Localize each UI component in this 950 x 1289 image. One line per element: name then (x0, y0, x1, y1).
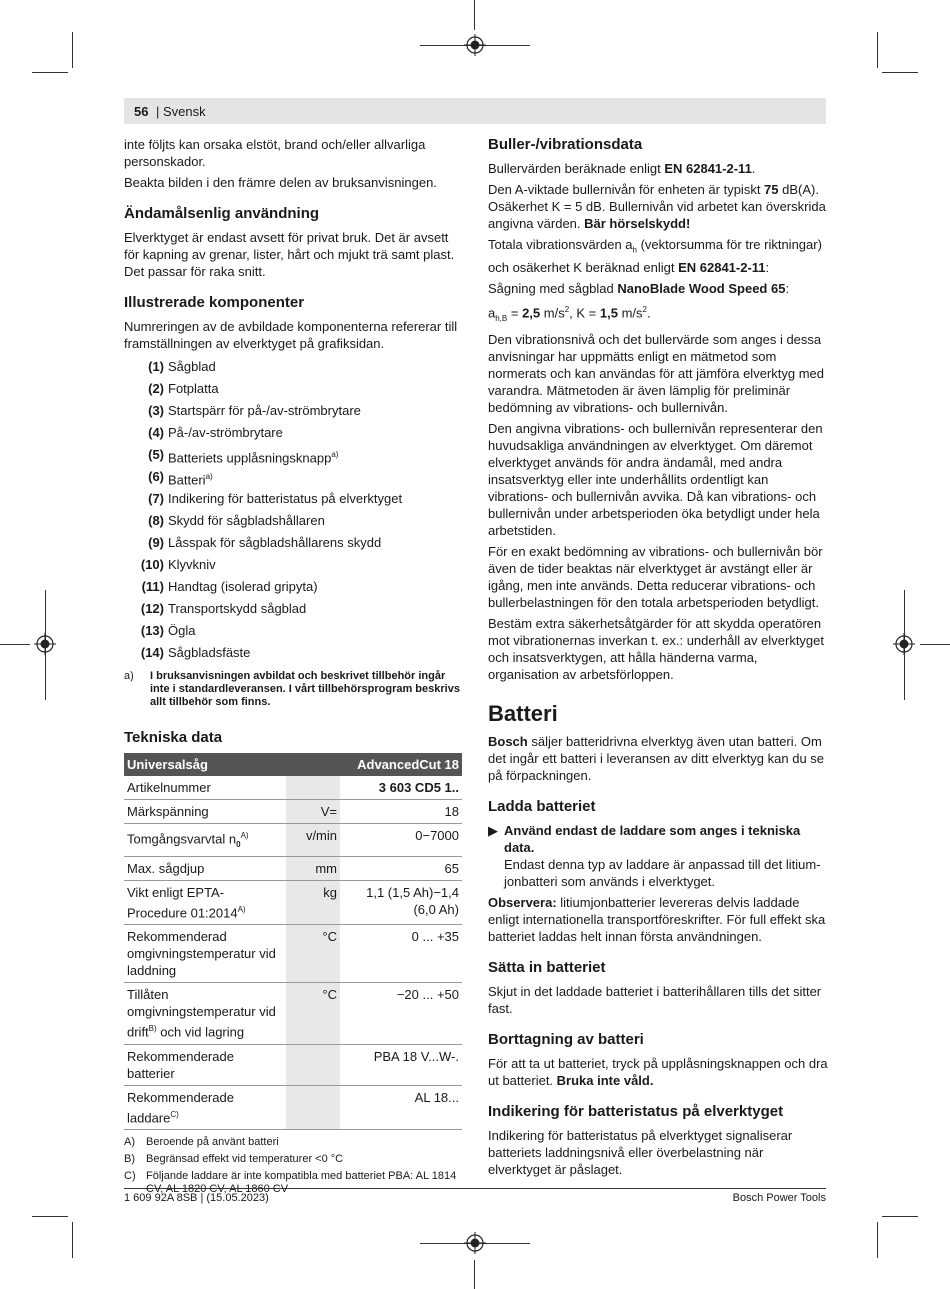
intro-paragraph: Beakta bilden i den främre delen av bruksanvisningen. (124, 175, 437, 190)
row-value: 0−7000 (340, 824, 462, 857)
crop-mark (920, 644, 950, 645)
body-text: Sågning med sågblad NanoBlade Wood Speed 65: (488, 280, 790, 296)
table-row (124, 1085, 462, 1129)
body-text: Observera: litiumjonbatterier levereras delvis laddade enligt internationella transportföreskrifter. För full effekt ska batteriet laddas helt innan första användningen. (488, 894, 826, 944)
body-text: Totala vibrationsvärden $a_h$ (vektorsumma för tre riktningar) och osäkerhet K beräknad enligt EN 62841-2-11: (488, 237, 822, 275)
component-number: (13) (140, 623, 164, 638)
warning-bullet: ▶ Använd endast de laddare som anges i tekniska data. Endast denna typ av laddare är anpassad till det litium-jonbatteri som används i elverktyget. (488, 822, 821, 889)
component-label: Batteriets upplåsningsknapp (168, 450, 332, 466)
row-label: Rekommenderad omgivningstemperatur vid laddning (124, 925, 286, 983)
component-label: Transportskydd sågblad (168, 601, 307, 616)
row-value: −20 ... +50 (340, 983, 462, 1044)
crop-mark (474, 1260, 475, 1289)
section-heading: Tekniska data (124, 729, 223, 746)
table-row (124, 880, 462, 924)
section-language: | Svensk (156, 104, 206, 119)
row-value: 65 (340, 856, 462, 880)
intro-paragraph: inte följts kan orsaka elstöt, brand och/eller allvarliga personskador. (124, 137, 426, 169)
body-text: Indikering för batteristatus på elverktyget signaliserar batteriets laddningsnivå eller överbelastning när elverktyget är påslaget. (488, 1127, 793, 1177)
table-row (124, 925, 462, 983)
list-item (124, 466, 464, 488)
row-label: Tomgångsvarvtal $n_0^{A)}$ (124, 824, 286, 857)
footer-rule (124, 1188, 826, 1189)
body-text: Numreringen av de avbildade komponenterna refererar till framställningen av elverktyget på grafiksidan. (124, 319, 458, 351)
list-item (124, 444, 464, 466)
body-text: Bestäm extra säkerhetsåtgärder för att skydda operatören mot vibrationernas inverkan t. ex.: underhåll av elverktyget och insatsverktygen, att hålla händerna varma, organisation av arbetsförloppen. (488, 615, 825, 682)
body-text: Skjut in det laddade batteriet i batterihållaren tills det sitter fast. (488, 983, 822, 1016)
table-footnote (124, 1136, 464, 1149)
component-number: (10) (140, 557, 164, 572)
component-number: (11) (141, 579, 164, 594)
component-label: Batteri (168, 472, 206, 488)
footnote-text: Beroende på använt batteri (146, 1135, 279, 1148)
registration-mark-icon (34, 633, 56, 655)
row-value: 0 ... +35 (340, 925, 462, 983)
body-text: Elverktyget är endast avsett för privat bruk. Det är avsett för kapning av grenar, lister, hårt och mjukt trä samt plast. Det passar för raka snitt. (124, 230, 455, 279)
row-unit (286, 776, 340, 800)
table-row (124, 1044, 462, 1085)
body-text: Den A-viktade bullernivån för enheten är typiskt 75 dB(A). Osäkerhet K = 5 dB. Bullernivån vid arbetet kan överskrida angivna värden. Bär hörselskydd! (488, 182, 826, 231)
list-item (124, 356, 464, 378)
list-item (124, 576, 464, 598)
row-unit: °C (286, 983, 340, 1044)
component-label: Klyvkniv (168, 557, 216, 572)
footnote-ref: a) (331, 450, 339, 459)
section-heading: Borttagning av batteri (488, 1030, 644, 1048)
page-header (124, 98, 826, 124)
footnote-ref: a) (205, 472, 213, 481)
list-item (124, 488, 464, 510)
table-row (124, 800, 462, 824)
row-unit: mm (286, 856, 340, 880)
footnote-key: B) (124, 1152, 135, 1165)
table-row (124, 776, 462, 800)
crop-mark (882, 72, 918, 73)
section-heading: Indikering för batteristatus på elverktyget (488, 1102, 784, 1120)
body-text: För en exakt bedömning av vibrations- och bullernivån bör även de tider beaktas när elverktyget är avstängt eller är igång, men inte används. Detta reducerar vibrations- och bullerbelastningen för den totala arbetsperioden betydligt. (488, 543, 823, 610)
list-item (124, 510, 464, 532)
section-heading: Illustrerade komponenter (124, 294, 305, 311)
table-row (124, 824, 462, 857)
component-label: Skydd för sågbladshållaren (168, 513, 325, 528)
crop-mark (474, 0, 475, 30)
table-row (124, 983, 462, 1044)
component-number: (14) (140, 645, 164, 660)
row-unit (286, 1085, 340, 1129)
component-footnote (124, 670, 464, 709)
row-value: AL 18... (340, 1085, 462, 1129)
component-label: Låsspak för sågbladshållarens skydd (168, 535, 382, 550)
component-number: (3) (148, 403, 164, 418)
component-label: På-/av-strömbrytare (168, 425, 283, 440)
row-unit: kg (286, 880, 340, 924)
component-number: (6) (148, 469, 164, 484)
body-text: Den vibrationsnivå och det bullervärde som anges i dessa anvisningar har uppmätts enligt en mätmetod som normerats och kan användas för att jämföra elverktyg med varandra. Mätmetoden är även lämplig för preliminär bedömning av vibrations- och bullernivån. (488, 331, 824, 415)
row-label: Rekommenderade laddare$^{C)}$ (124, 1085, 286, 1129)
row-unit: v/min (286, 824, 340, 857)
page-number: 56 (134, 104, 149, 119)
component-number: (9) (148, 535, 164, 550)
component-number: (12) (140, 601, 164, 616)
list-item (124, 400, 464, 422)
list-item (124, 378, 464, 400)
tech-data-table (124, 753, 462, 1130)
body-text: Bosch säljer batteridrivna elverktyg även utan batteri. Om det ingår ett batteri i leveransen av ditt elverktyg kan du se på förpackningen. (488, 733, 825, 783)
footnote-key: A) (124, 1135, 135, 1148)
row-label: Vikt enligt EPTA-Procedure $01:2014^{A)}$ (124, 880, 286, 924)
crop-mark (877, 1222, 878, 1258)
row-label: Artikelnummer (124, 776, 286, 800)
component-label: Startspärr för på-/av-strömbrytare (168, 403, 361, 418)
table-row (124, 856, 462, 880)
footnote-key: a) (124, 670, 134, 682)
section-heading: Buller-/vibrationsdata (488, 136, 643, 153)
component-label: Sågbladsfäste (168, 645, 251, 660)
crop-mark (0, 644, 30, 645)
doc-id: 1 609 92A 8SB | (15.05.2023) (124, 1192, 269, 1204)
section-heading: Sätta in batteriet (488, 958, 606, 976)
left-column (124, 136, 464, 1196)
crop-mark (882, 1216, 918, 1217)
section-heading: Ändamålsenlig användning (124, 205, 320, 222)
component-number: (5) (148, 447, 164, 462)
crop-mark (72, 32, 73, 68)
table-header-row (124, 753, 462, 776)
component-label: Handtag (isolerad gripyta) (168, 579, 318, 594)
component-number: (2) (148, 381, 164, 396)
footnote-key: C) (124, 1169, 136, 1182)
row-label: Tillåten omgivningstemperatur vid drift$^{B)}$ och vid lagring (124, 983, 286, 1044)
registration-mark-icon (464, 34, 486, 56)
footnote-text: I bruksanvisningen avbildat och beskrivet tillbehör ingår inte i standardleveransen. I vårt tillbehörsprogram beskrivs allt tillbehör som finns. (150, 670, 460, 708)
list-item (124, 532, 464, 554)
row-value: PBA 18 V...W-. (340, 1044, 462, 1085)
table-footnote (124, 1153, 464, 1166)
crop-mark (32, 1216, 68, 1217)
footnote-text: Begränsad effekt vid temperaturer <0 °C (146, 1152, 344, 1165)
component-number: (4) (148, 425, 164, 440)
table-header-cell: Universalsåg (124, 753, 286, 776)
crop-mark (877, 32, 878, 68)
row-value: 18 (340, 800, 462, 824)
chapter-heading: Batteri (488, 700, 558, 726)
list-item (124, 598, 464, 620)
row-unit: V= (286, 800, 340, 824)
list-item (124, 642, 464, 664)
component-label: Sågblad (168, 359, 216, 374)
crop-mark (72, 1222, 73, 1258)
body-text: $a_{h,B} = 2,5$ $m/s^2$, K = 1,5 $m/s^2$. (488, 304, 651, 323)
row-unit (286, 1044, 340, 1085)
triangle-bullet-icon: ▶ (488, 822, 498, 838)
registration-mark-icon (464, 1232, 486, 1254)
component-label: Indikering för batteristatus på elverktyget (168, 491, 403, 506)
row-value: 3 603 CD5 1.. (340, 776, 462, 800)
body-text: Den angivna vibrations- och bullernivån representerar den huvudsakliga användningen av elverktyget. Om däremot elverktyget används för andra ändamål, med andra insatsverktyg eller inte underhållits ordentligt kan vibrations- och bullernivån avvika. Då kan vibrations- och bullernivån under arbetsperioden öka betydligt under hela arbetstiden. (488, 420, 823, 538)
brand-footer: Bosch Power Tools (732, 1192, 826, 1204)
row-label: Rekommenderade batterier (124, 1044, 286, 1085)
right-column (488, 136, 828, 1182)
list-item (124, 422, 464, 444)
registration-mark-icon (893, 633, 915, 655)
component-label: Ögla (168, 623, 196, 638)
section-heading: Ladda batteriet (488, 797, 596, 815)
component-list (124, 356, 464, 664)
component-number: (1) (148, 359, 164, 374)
row-unit: °C (286, 925, 340, 983)
list-item (124, 620, 464, 642)
component-number: (7) (148, 491, 164, 506)
row-value: 1,1 (1,5 Ah)−1,4 (6,0 Ah) (340, 880, 462, 924)
table-header-cell: AdvancedCut 18 (340, 753, 462, 776)
crop-mark (32, 72, 68, 73)
footnote-text: Följande laddare är inte kompatibla med batteriet PBA: AL 1814 (146, 1169, 457, 1182)
component-number: (8) (148, 513, 164, 528)
row-label: Märkspänning (124, 800, 286, 824)
body-text: Bullervärden beräknade enligt EN 62841-2-11. (488, 161, 756, 176)
row-label: Max. sågdjup (124, 856, 286, 880)
component-label: Fotplatta (168, 381, 219, 396)
list-item (124, 554, 464, 576)
body-text: För att ta ut batteriet, tryck på upplåsningsknappen och dra ut batteriet. Bruka inte våld. (488, 1055, 828, 1088)
